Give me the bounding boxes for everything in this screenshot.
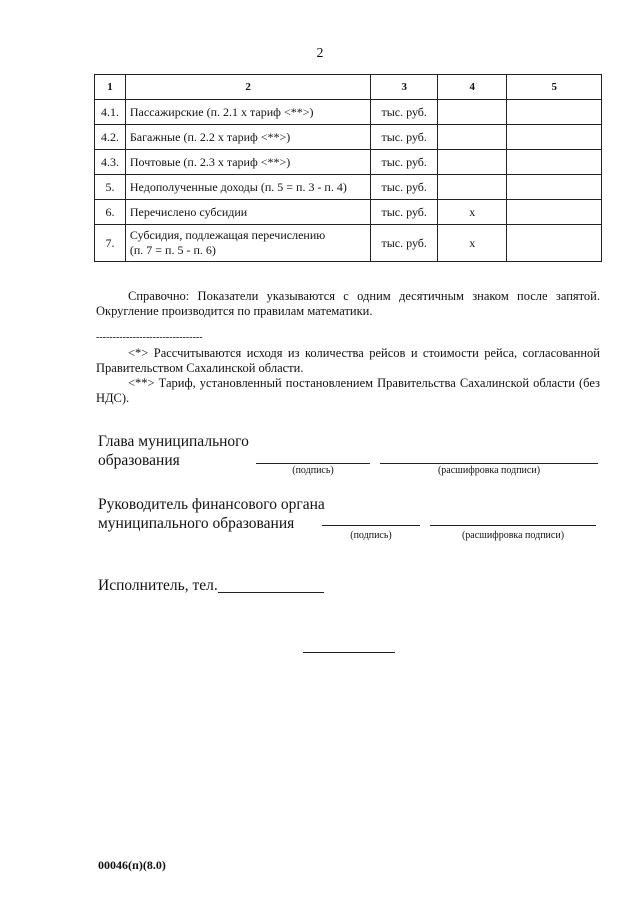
row-label: Пассажирские (п. 2.1 х тариф <**>) — [125, 100, 370, 125]
finance-decode-line — [430, 525, 596, 526]
executor-phone-line — [218, 592, 324, 593]
subsidy-table — [94, 74, 602, 262]
row-unit: тыс. руб. — [371, 150, 438, 175]
row-col-5 — [507, 150, 602, 175]
row-col-4 — [438, 100, 507, 125]
row-col-5 — [507, 225, 602, 262]
header-col-5: 5 — [507, 75, 602, 100]
table-row — [95, 200, 602, 225]
footnote-star-2: <**> Тариф, установленный постановлением Правительства Сахалинской области (без НДС). — [96, 376, 600, 405]
head-signature-line — [256, 463, 370, 464]
row-label: Почтовые (п. 2.3 х тариф <**>) — [125, 150, 370, 175]
row-number: 4.3. — [95, 150, 126, 175]
row-col-5 — [507, 125, 602, 150]
row-label-line-1: Субсидия, подлежащая перечислению — [129, 228, 326, 242]
row-col-5 — [507, 100, 602, 125]
row-number: 6. — [95, 200, 126, 225]
row-col-5 — [507, 200, 602, 225]
row-label: Недополученные доходы (п. 5 = п. 3 - п. 4) — [125, 175, 370, 200]
table-row — [95, 175, 602, 200]
row-col-4 — [438, 125, 507, 150]
row-unit: тыс. руб. — [371, 125, 438, 150]
row-unit: тыс. руб. — [371, 200, 438, 225]
header-col-3: 3 — [371, 75, 438, 100]
row-col-5 — [507, 175, 602, 200]
row-number: 7. — [95, 225, 126, 262]
finance-title-line-1: Руководитель финансового органа — [98, 496, 325, 513]
finance-title-line-2: муниципального образования — [98, 515, 295, 532]
footer-document-code: 00046(п)(8.0) — [98, 858, 166, 872]
row-number: 5. — [95, 175, 126, 200]
head-decode-caption: (расшифровка подписи) — [437, 465, 541, 476]
header-col-1: 1 — [95, 75, 126, 100]
row-unit: тыс. руб. — [371, 225, 438, 262]
head-decode-line — [380, 463, 598, 464]
table-row — [95, 125, 602, 150]
row-number: 4.1. — [95, 100, 126, 125]
row-label: Перечислено субсидии — [125, 200, 370, 225]
row-label-line-2: (п. 7 = п. 5 - п. 6) — [129, 243, 216, 257]
table-row — [95, 100, 602, 125]
header-col-2: 2 — [125, 75, 370, 100]
finance-signature-caption: (подпись) — [350, 530, 392, 541]
row-unit: тыс. руб. — [371, 100, 438, 125]
table-row — [95, 150, 602, 175]
head-signature-caption: (подпись) — [292, 465, 334, 476]
head-title-line-2: образования — [98, 452, 180, 469]
row-col-4 — [438, 150, 507, 175]
finance-signature-line — [322, 525, 420, 526]
row-col-4: х — [438, 200, 507, 225]
finance-head-title — [98, 495, 325, 533]
executor-label: Исполнитель, тел. — [98, 577, 218, 594]
row-col-4 — [438, 175, 507, 200]
table-row — [95, 225, 602, 262]
head-title-line-1: Глава муниципального — [98, 433, 249, 450]
closing-rule — [303, 652, 395, 653]
table-header-row — [95, 75, 602, 100]
row-label — [125, 225, 370, 262]
reference-note: Справочно: Показатели указываются с одним десятичным знаком после запятой. Округление производится по правилам математики. — [96, 289, 600, 318]
footnote-star-1: <*> Рассчитываются исходя из количества рейсов и стоимости рейса, согласованной Правительством Сахалинской области. — [96, 346, 600, 375]
row-unit: тыс. руб. — [371, 175, 438, 200]
finance-decode-caption: (расшифровка подписи) — [461, 530, 565, 541]
footnote-separator: -------------------------------- — [96, 332, 203, 343]
header-col-4: 4 — [438, 75, 507, 100]
row-label: Багажные (п. 2.2 х тариф <**>) — [125, 125, 370, 150]
row-col-4: х — [438, 225, 507, 262]
page-number: 2 — [316, 46, 324, 61]
head-title — [98, 432, 249, 470]
row-number: 4.2. — [95, 125, 126, 150]
